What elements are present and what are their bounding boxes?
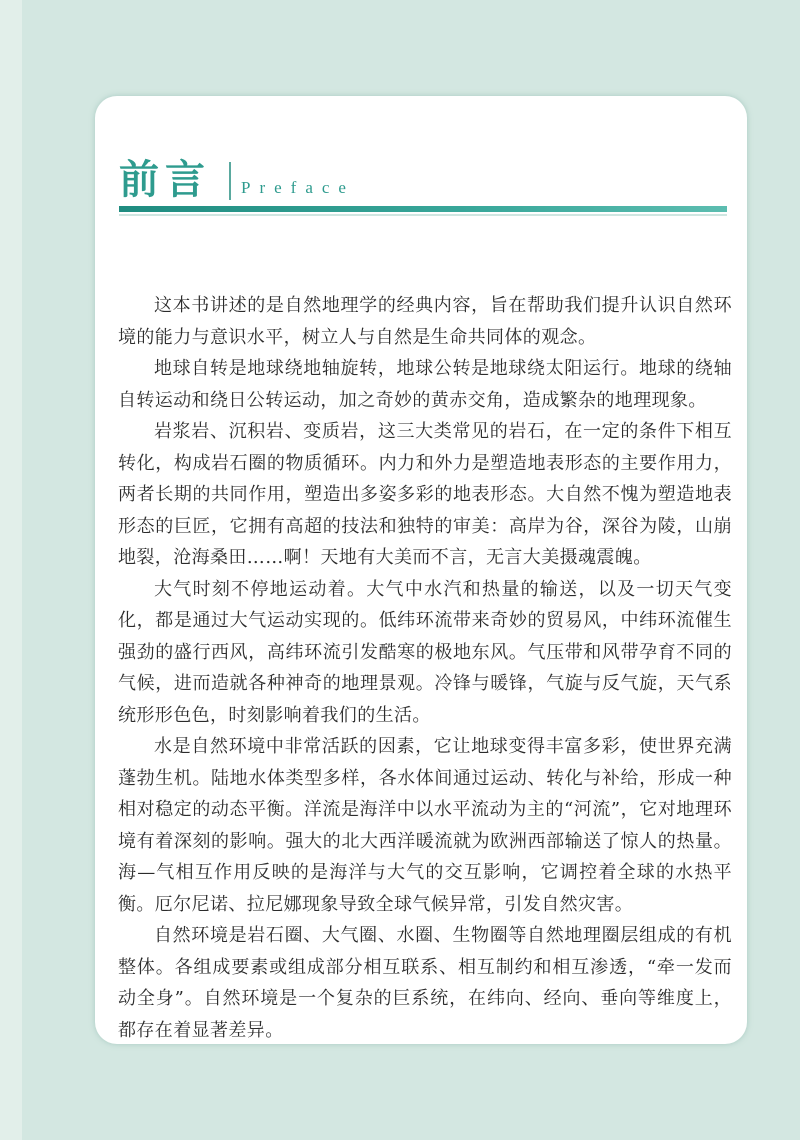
paragraph-rocks: 岩浆岩、沉积岩、变质岩，这三大类常见的岩石，在一定的条件下相互转化，构成岩石圈的物质循环。内力和外力是塑造地表形态的主要作用力，两者长期的共同作用，塑造出多姿多彩的地表形态。大自然不愧为塑造地表形态的巨匠，它拥有高超的技法和独特的审美：高岸为谷，深谷为陵，山崩地裂，沧海桑田……啊！天地有大美而不言，无言大美摄魂震魄。 — [118, 421, 732, 568]
title-divider — [229, 162, 231, 200]
title-english: Preface — [241, 178, 355, 197]
paragraph-earth-motion: 地球自转是地球绕地轴旋转，地球公转是地球绕太阳运行。地球的绕轴自转运动和绕日公转运动，加之奇妙的黄赤交角，造成繁杂的地理现象。 — [118, 358, 732, 411]
paragraph-atmosphere: 大气时刻不停地运动着。大气中水汽和热量的输送，以及一切天气变化，都是通过大气运动实现的。低纬环流带来奇妙的贸易风，中纬环流催生强劲的盛行西风，高纬环流引发酷寒的极地东风。气压带和风带孕育不同的气候，进而造就各种神奇的地理景观。冷锋与暖锋，气旋与反气旋，天气系统形形色色，时刻影响着我们的生活。 — [118, 578, 732, 726]
page-edge — [0, 0, 22, 1140]
preface-header — [119, 154, 739, 202]
preface-card — [95, 96, 747, 1044]
preface-body — [118, 290, 732, 1044]
header-rule — [119, 206, 727, 212]
paragraph-environment: 自然环境是岩石圈、大气圈、水圈、生物圈等自然地理圈层组成的有机整体。各组成要素或组成部分相互联系、相互制约和相互渗透，“牵一发而动全身”。自然环境是一个复杂的巨系统，在纬向、经向、垂向等维度上，都存在着显著差异。 — [118, 925, 732, 1041]
paragraph-intro: 这本书讲述的是自然地理学的经典内容，旨在帮助我们提升认识自然环境的能力与意识水平，树立人与自然是生命共同体的观念。 — [118, 295, 732, 348]
title-chinese: 前言 — [119, 157, 211, 203]
header-rule-shadow — [119, 214, 727, 216]
paragraph-water: 水是自然环境中非常活跃的因素，它让地球变得丰富多彩，使世界充满蓬勃生机。陆地水体类型多样，各水体间通过运动、转化与补给，形成一种相对稳定的动态平衡。洋流是海洋中以水平流动为主的“河流”，它对地理环境有着深刻的影响。强大的北大西洋暖流就为欧洲西部输送了惊人的热量。海—气相互作用反映的是海洋与大气的交互影响，它调控着全球的水热平衡。厄尔尼诺、拉尼娜现象导致全球气候异常，引发自然灾害。 — [118, 736, 732, 915]
